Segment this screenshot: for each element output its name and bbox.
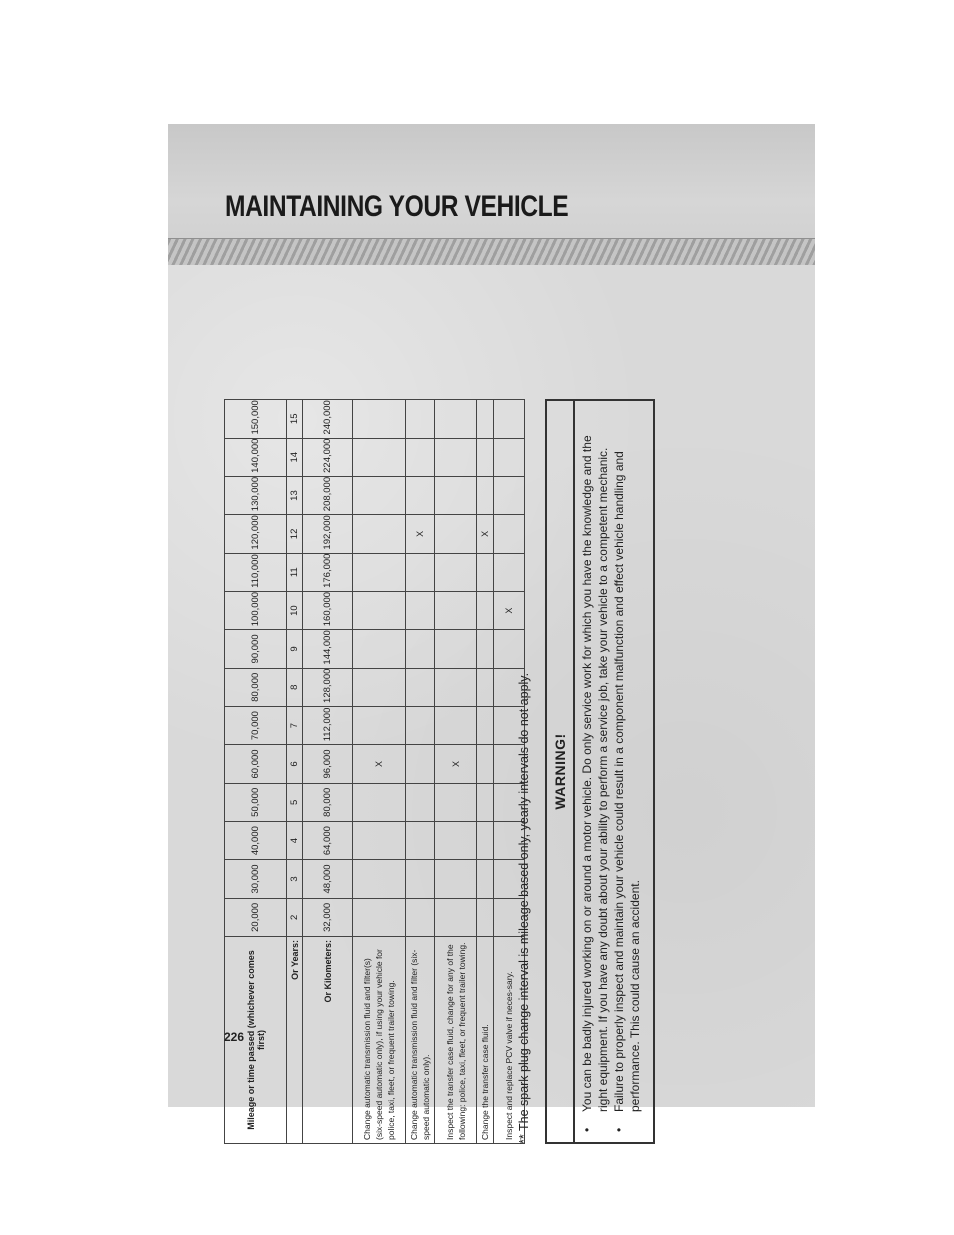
years-row	[287, 400, 303, 1144]
year-cell: 15	[287, 400, 303, 439]
task-row	[435, 400, 477, 1144]
task-mark	[477, 783, 494, 821]
task-mark	[477, 476, 494, 514]
manual-page	[168, 124, 815, 1144]
task-mark	[435, 821, 477, 859]
task-mark	[435, 706, 477, 744]
task-mark: X	[406, 515, 435, 553]
year-cell: 11	[287, 553, 303, 591]
year-cell: 5	[287, 783, 303, 821]
km-cell: 96,000	[303, 745, 353, 783]
year-cell: 9	[287, 630, 303, 668]
task-mark	[353, 898, 406, 936]
mileage-cell: 50,000	[225, 783, 287, 821]
task-mark	[406, 898, 435, 936]
task-mark	[353, 438, 406, 476]
task-mark	[435, 438, 477, 476]
task-mark	[477, 706, 494, 744]
task-mark	[477, 438, 494, 476]
task-mark: X	[494, 591, 525, 629]
mileage-cell: 80,000	[225, 668, 287, 706]
task-mark	[435, 591, 477, 629]
task-mark	[406, 438, 435, 476]
mileage-cell: 130,000	[225, 476, 287, 514]
task-mark	[477, 668, 494, 706]
task-mark	[406, 630, 435, 668]
kilometers-row	[303, 400, 353, 1144]
header-tread-band	[168, 238, 815, 265]
year-cell: 4	[287, 821, 303, 859]
warning-item	[611, 409, 643, 1134]
km-cell: 128,000	[303, 668, 353, 706]
task-mark	[406, 745, 435, 783]
mileage-cell: 40,000	[225, 821, 287, 859]
mileage-cell: 120,000	[225, 515, 287, 553]
page-header	[168, 124, 815, 264]
task-mark	[435, 400, 477, 439]
km-cell: 144,000	[303, 630, 353, 668]
task-row	[353, 400, 406, 1144]
task-mark	[406, 860, 435, 898]
task-label: Change automatic transmission fluid and filter (six-speed automatic only).	[406, 937, 435, 1144]
year-cell: 13	[287, 476, 303, 514]
task-mark	[406, 821, 435, 859]
bullet-icon: •	[612, 1127, 626, 1132]
km-cell: 240,000	[303, 400, 353, 439]
year-cell: 12	[287, 515, 303, 553]
task-mark	[435, 630, 477, 668]
task-mark	[406, 400, 435, 439]
spark-plug-footnote: ** The spark plug change interval is mileage based only, yearly intervals do not apply.	[517, 672, 531, 1144]
task-label: Change the transfer case fluid.	[477, 937, 494, 1144]
km-cell: 64,000	[303, 821, 353, 859]
task-mark	[353, 783, 406, 821]
task-label: Change automatic transmission fluid and filter(s) (six-speed automatic only), if using your vehicle for police, taxi, fleet, or frequent trailer towing.	[353, 937, 406, 1144]
mileage-cell: 20,000	[225, 898, 287, 936]
year-cell: 10	[287, 591, 303, 629]
km-cell: 160,000	[303, 591, 353, 629]
task-row	[406, 400, 435, 1144]
year-cell: 2	[287, 898, 303, 936]
page-number: 226	[224, 1030, 245, 1044]
task-mark	[353, 821, 406, 859]
km-cell: 48,000	[303, 860, 353, 898]
year-cell: 3	[287, 860, 303, 898]
task-label: Inspect the transfer case fluid, change for any of the following: police, taxi, fleet, or frequent trailer towing.	[435, 937, 477, 1144]
maintenance-schedule-table	[224, 399, 525, 1144]
task-mark: X	[353, 745, 406, 783]
task-mark	[477, 553, 494, 591]
km-cell: 192,000	[303, 515, 353, 553]
task-mark	[406, 553, 435, 591]
task-mark	[477, 898, 494, 936]
task-mark: X	[477, 515, 494, 553]
task-mark	[406, 476, 435, 514]
task-mark	[435, 783, 477, 821]
task-label: Inspect and replace PCV valve if neces-sary.	[494, 937, 525, 1144]
warning-box	[545, 399, 655, 1144]
mileage-header-cell: Mileage or time passed (whichever comes first)	[225, 937, 287, 1144]
page-title: MAINTAINING YOUR VEHICLE	[225, 190, 569, 223]
task-mark	[435, 476, 477, 514]
warning-title: WARNING!	[547, 401, 575, 1142]
km-cell: 208,000	[303, 476, 353, 514]
km-cell: 176,000	[303, 553, 353, 591]
task-mark	[406, 591, 435, 629]
mileage-cell: 100,000	[225, 591, 287, 629]
task-mark	[406, 668, 435, 706]
task-mark	[477, 821, 494, 859]
task-mark	[353, 706, 406, 744]
rotated-content	[224, 399, 659, 1144]
year-cell: 7	[287, 706, 303, 744]
kilometers-label: Or Kilometers:	[303, 937, 353, 1144]
task-mark	[406, 706, 435, 744]
mileage-cell: 30,000	[225, 860, 287, 898]
km-cell: 112,000	[303, 706, 353, 744]
task-mark	[477, 630, 494, 668]
task-mark	[353, 515, 406, 553]
year-cell: 8	[287, 668, 303, 706]
warning-item-text: You can be badly injured working on or around a motor vehicle. Do only service work for which you have the knowledge and the right equipment. If you have any doubt about your ability to perform a service job, take your vehicle to a competent mechanic.	[580, 435, 610, 1112]
task-mark	[435, 898, 477, 936]
task-row	[477, 400, 494, 1144]
task-mark	[353, 553, 406, 591]
task-mark	[435, 668, 477, 706]
mileage-cell: 150,000	[225, 400, 287, 439]
mileage-cell: 60,000	[225, 745, 287, 783]
task-mark	[353, 668, 406, 706]
task-mark	[477, 591, 494, 629]
task-mark	[435, 860, 477, 898]
warning-list	[579, 409, 643, 1134]
task-mark	[353, 400, 406, 439]
km-cell: 32,000	[303, 898, 353, 936]
bullet-icon: •	[580, 1127, 594, 1132]
task-mark	[477, 400, 494, 439]
task-mark	[477, 745, 494, 783]
years-label: Or Years:	[287, 937, 303, 1144]
warning-item	[579, 409, 611, 1134]
task-mark	[353, 860, 406, 898]
task-mark	[435, 553, 477, 591]
year-cell: 6	[287, 745, 303, 783]
task-mark	[477, 860, 494, 898]
task-mark	[353, 476, 406, 514]
task-mark	[353, 591, 406, 629]
year-cell: 14	[287, 438, 303, 476]
mileage-cell: 90,000	[225, 630, 287, 668]
task-mark: X	[435, 745, 477, 783]
task-mark	[353, 630, 406, 668]
km-cell: 80,000	[303, 783, 353, 821]
task-mark	[406, 783, 435, 821]
km-cell: 224,000	[303, 438, 353, 476]
mileage-cell: 140,000	[225, 438, 287, 476]
task-mark	[435, 515, 477, 553]
warning-item-text: Failure to properly inspect and maintain your vehicle could result in a component malfunction and effect vehicle handling and performance. This could cause an accident.	[612, 451, 642, 1112]
mileage-cell: 70,000	[225, 706, 287, 744]
mileage-cell: 110,000	[225, 553, 287, 591]
